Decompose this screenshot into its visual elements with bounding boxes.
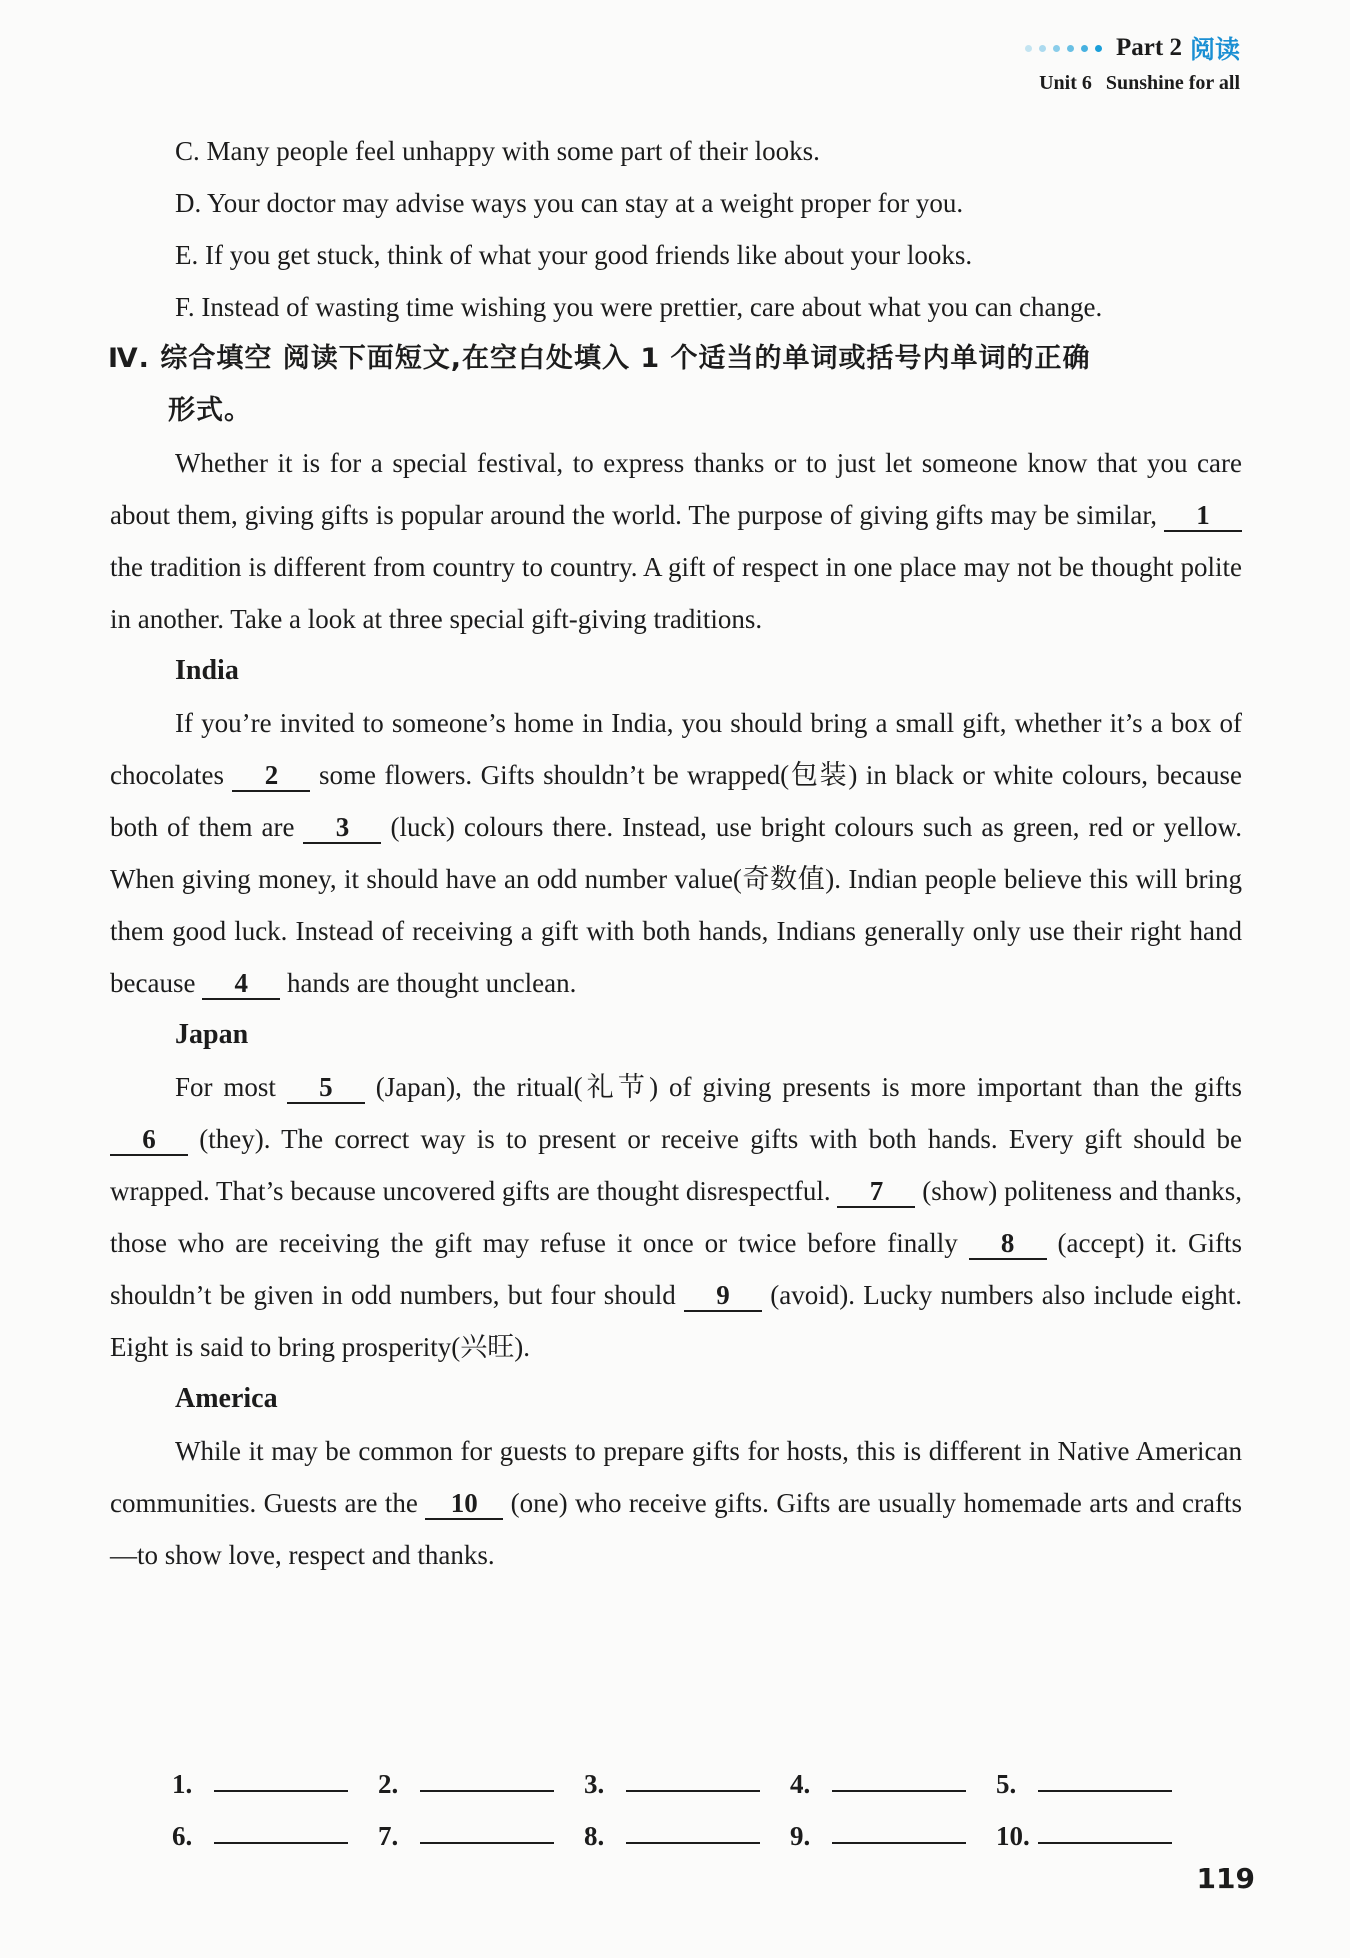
answer-number: 10.: [996, 1821, 1030, 1851]
answer-line[interactable]: [420, 1788, 554, 1792]
answer-line[interactable]: [420, 1840, 554, 1844]
blank-2: 2: [232, 760, 310, 792]
answer-line[interactable]: [832, 1788, 966, 1792]
blank-9: 9: [684, 1280, 762, 1312]
blank-3: 3: [303, 812, 381, 844]
answer-grid: [172, 1748, 1206, 1852]
blank-6: 6: [110, 1124, 188, 1156]
answer-number: 5.: [996, 1769, 1017, 1799]
intro-paragraph: [110, 437, 1242, 645]
answer-slot[interactable]: [584, 1821, 790, 1852]
answer-number: 7.: [378, 1821, 399, 1851]
text-run: For most: [175, 1072, 287, 1102]
answer-line[interactable]: [626, 1788, 760, 1792]
blank-4: 4: [202, 968, 280, 1000]
answer-number: 3.: [584, 1769, 605, 1799]
answer-line[interactable]: [832, 1840, 966, 1844]
answer-slot[interactable]: [996, 1769, 1206, 1800]
page-number: 119: [1196, 1862, 1255, 1895]
america-paragraph: [110, 1425, 1242, 1581]
answer-slot[interactable]: [584, 1769, 790, 1800]
option-f: F. Instead of wasting time wishing you were prettier, care about what you can change.: [175, 292, 1103, 322]
blank-7: 7: [837, 1176, 915, 1208]
blank-10: 10: [425, 1488, 503, 1520]
option-c: C. Many people feel unhappy with some part of their looks.: [175, 136, 820, 166]
page-content: [110, 125, 1242, 1581]
section-label: 阅读: [1189, 35, 1240, 64]
answer-number: 4.: [790, 1769, 811, 1799]
answer-number: 6.: [172, 1821, 193, 1851]
unit-title: Sunshine for all: [1105, 72, 1240, 94]
section-heading: Ⅳ. 综合填空 阅读下面短文,在空白处填入 1 个适当的单词或括号内单词的正确: [108, 343, 1091, 374]
part-label: Part 2: [1116, 34, 1182, 61]
answer-slot[interactable]: [172, 1769, 378, 1800]
text-run: (luck) colours there. Instead, use bright colours such as green, red or yellow. When giving money, it should have an odd number value(奇数值). Indian people believe this will bring them good luck. Instead of receiving a gift with both hands, Indians generally only use their right hand because: [110, 812, 1242, 998]
text-run: While it may be common for guests to prepare gifts for hosts, this is different in Native American communities. Guests are the: [110, 1436, 1242, 1518]
india-paragraph: [110, 697, 1242, 1009]
text-run: hands are thought unclean.: [280, 968, 577, 998]
japan-paragraph: [110, 1061, 1242, 1373]
text-run: Whether it is for a special festival, to express thanks or to just let someone know that you care about them, giving gifts is popular around the world. The purpose of giving gifts may be similar,: [110, 448, 1242, 530]
answer-line[interactable]: [626, 1840, 760, 1844]
answer-number: 1.: [172, 1769, 193, 1799]
subtitle-india: India: [175, 655, 239, 686]
blank-8: 8: [969, 1228, 1047, 1260]
answer-row: [172, 1800, 1206, 1852]
option-d: D. Your doctor may advise ways you can stay at a weight proper for you.: [175, 188, 964, 218]
text-run: some flowers. Gifts shouldn’t be wrapped(包装) in black or white colours, because both of them are: [110, 760, 1242, 842]
answer-slot[interactable]: [790, 1769, 996, 1800]
answer-number: 9.: [790, 1821, 811, 1851]
text-run: (show) politeness and thanks, those who are receiving the gift may refuse it once or twice before finally: [110, 1176, 1242, 1258]
header-dots-decoration: [1025, 45, 1102, 52]
page-header: [1025, 30, 1240, 95]
blank-5: 5: [287, 1072, 365, 1104]
answer-line[interactable]: [1038, 1840, 1172, 1844]
answer-line[interactable]: [214, 1840, 348, 1844]
section-heading-cont: 形式。: [168, 395, 252, 426]
subtitle-japan: Japan: [175, 1019, 249, 1050]
text-run: the tradition is different from country to country. A gift of respect in one place may not be thought polite in another. Take a look at three special gift-giving traditions.: [110, 552, 1242, 634]
answer-number: 8.: [584, 1821, 605, 1851]
answer-slot[interactable]: [996, 1821, 1206, 1852]
unit-label: Unit 6: [1039, 72, 1092, 94]
text-run: (they). The correct way is to present or receive gifts with both hands. Every gift should be wrapped. That’s because uncovered gifts are thought disrespectful.: [110, 1124, 1242, 1206]
text-run: (accept) it. Gifts shouldn’t be given in odd numbers, but four should: [110, 1228, 1242, 1310]
text-run: (Japan), the ritual(礼节) of giving presents is more important than the gifts: [364, 1072, 1242, 1102]
answer-slot[interactable]: [378, 1821, 584, 1852]
answer-slot[interactable]: [790, 1821, 996, 1852]
text-run: If you’re invited to someone’s home in India, you should bring a small gift, whether it’s a box of chocolates: [110, 708, 1242, 790]
answer-number: 2.: [378, 1769, 399, 1799]
text-run: (one) who receive gifts. Gifts are usually homemade arts and crafts—to show love, respect and thanks.: [110, 1488, 1242, 1570]
text-run: (avoid). Lucky numbers also include eight. Eight is said to bring prosperity(兴旺).: [110, 1280, 1242, 1362]
subtitle-america: America: [175, 1383, 278, 1414]
answer-row: [172, 1748, 1206, 1800]
answer-line[interactable]: [1038, 1788, 1172, 1792]
answer-slot[interactable]: [378, 1769, 584, 1800]
answer-line[interactable]: [214, 1788, 348, 1792]
answer-slot[interactable]: [172, 1821, 378, 1852]
blank-1: 1: [1164, 500, 1242, 532]
option-e: E. If you get stuck, think of what your good friends like about your looks.: [175, 240, 973, 270]
unit-line: [1025, 72, 1240, 95]
